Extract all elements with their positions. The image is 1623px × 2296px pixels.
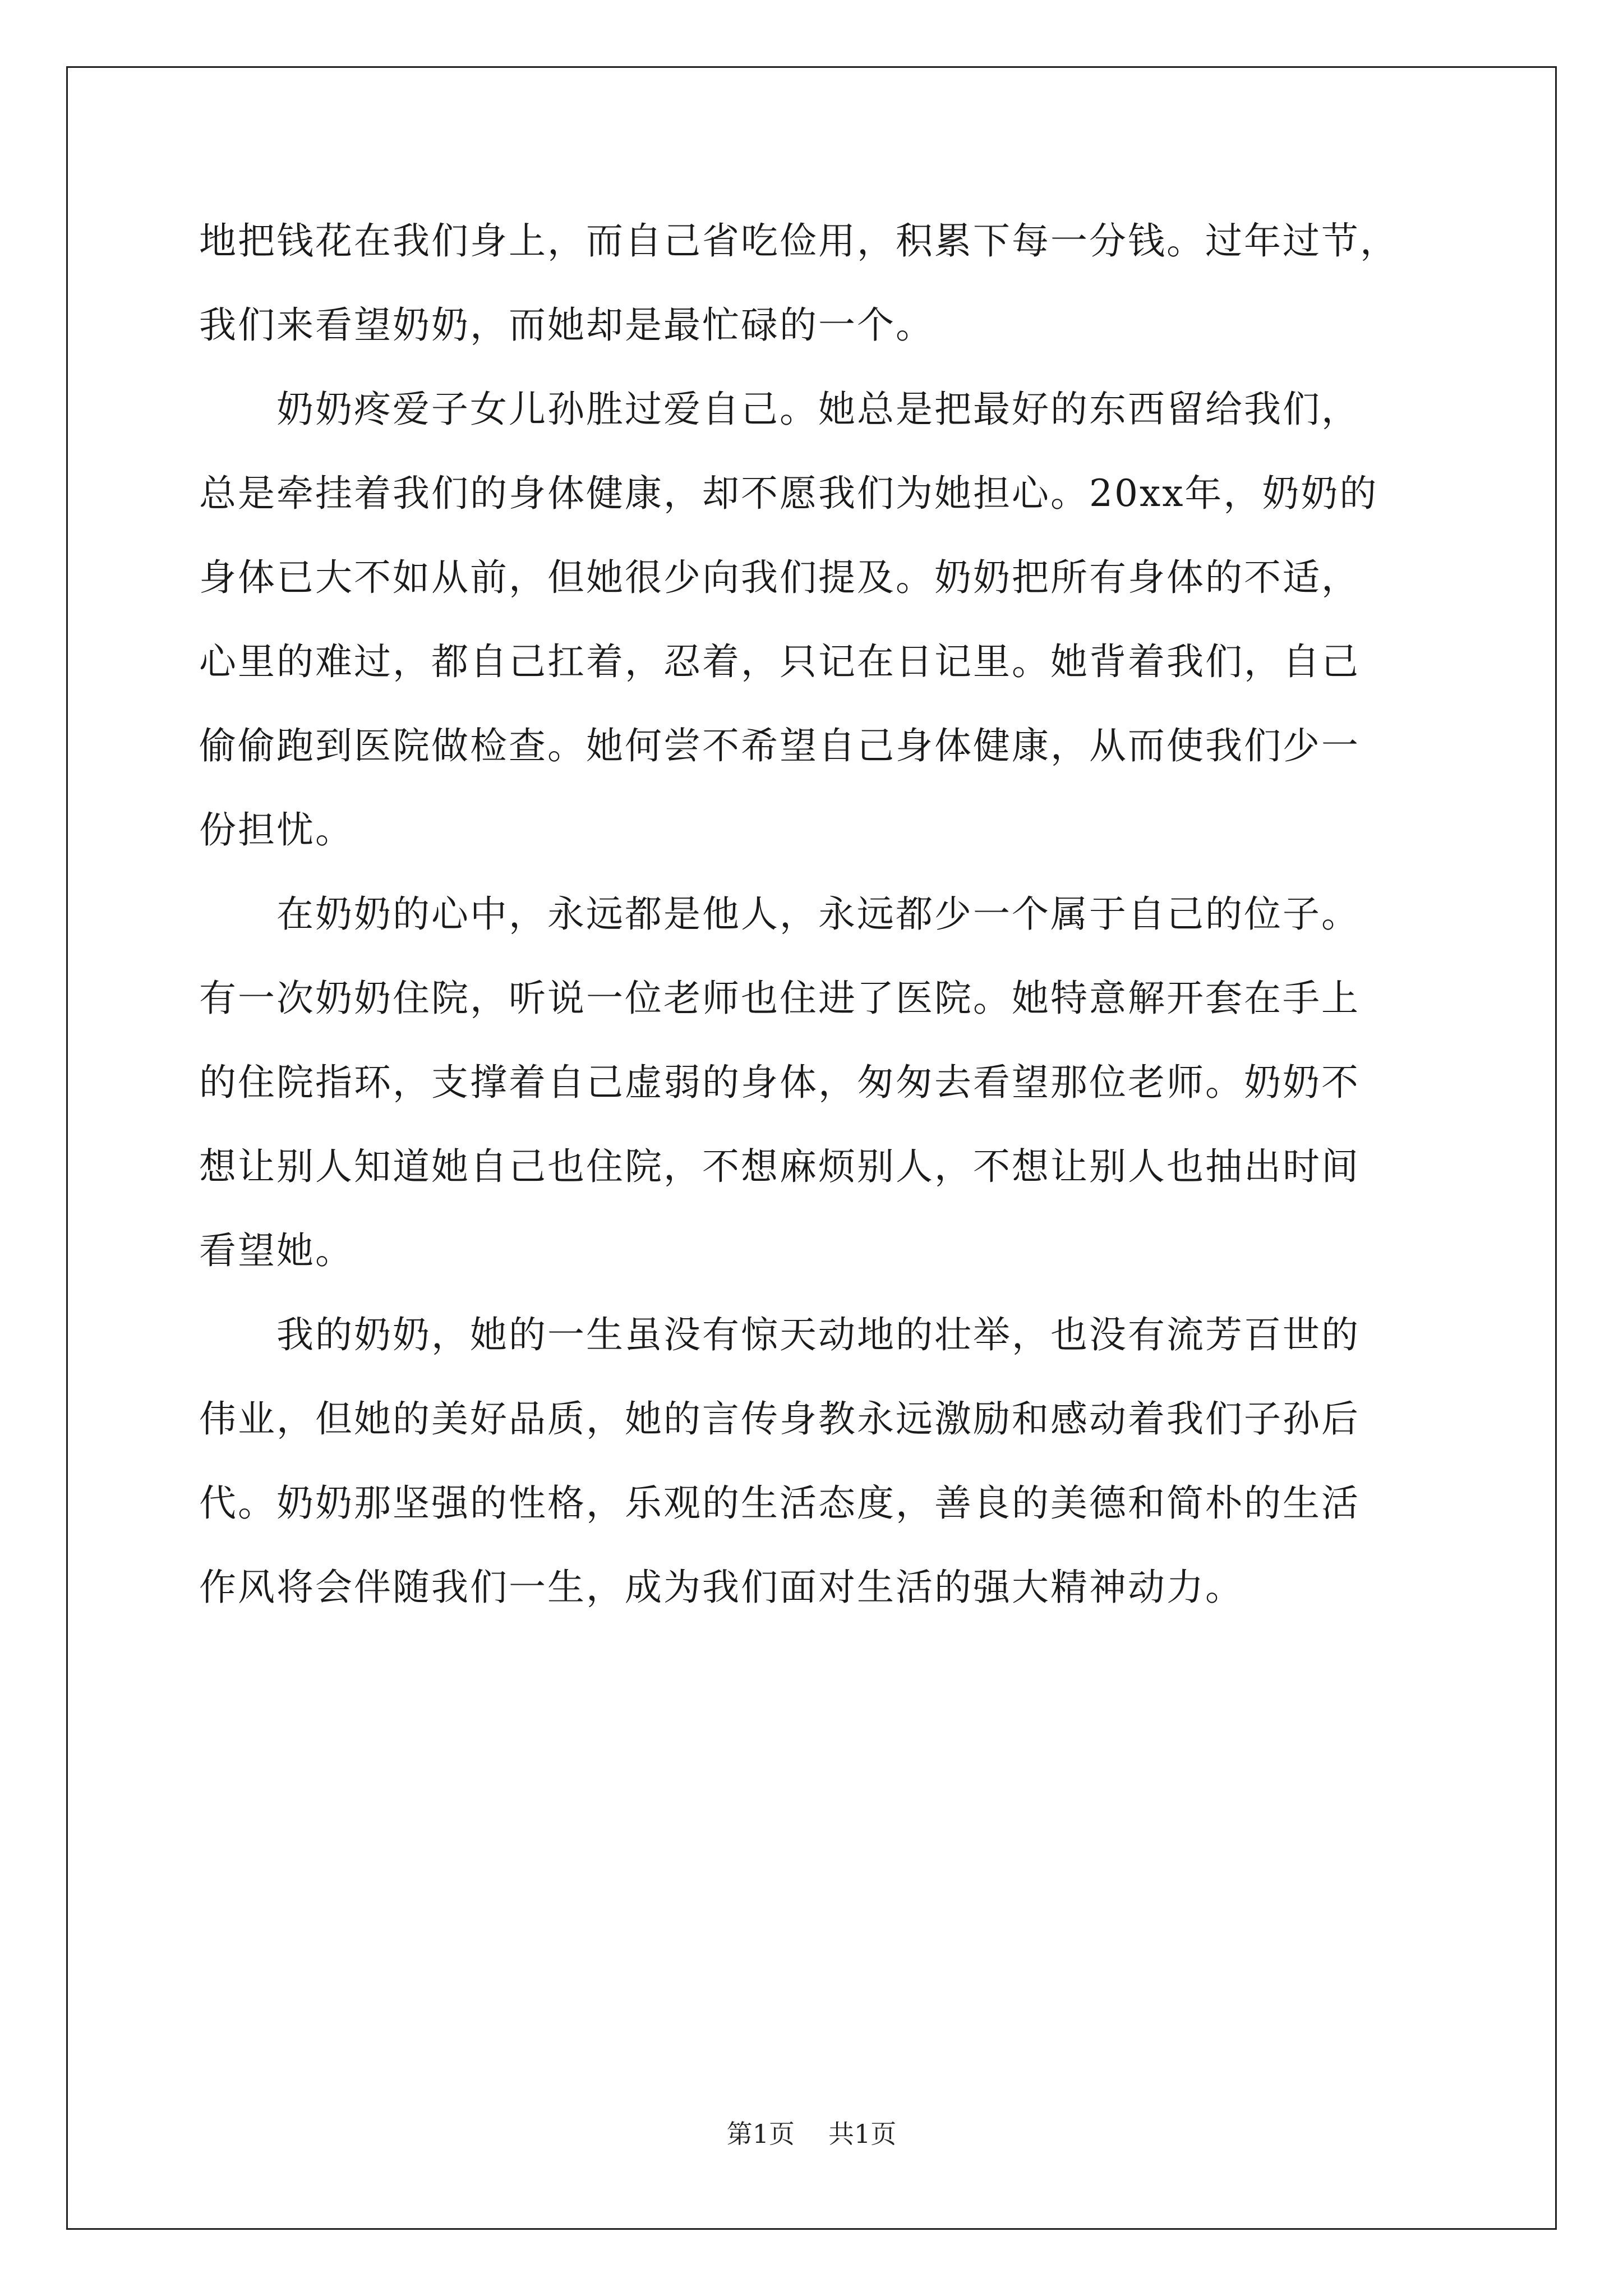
text-line: 的住院指环，支撑着自己虚弱的身体，匆匆去看望那位老师。奶奶不 (199, 1061, 1360, 1104)
text-line: 伟业，但她的美好品质，她的言传身教永远激励和感动着我们子孙后 (199, 1397, 1360, 1441)
text-line: 偷偷跑到医院做检查。她何尝不希望自己身体健康，从而使我们少一 (199, 724, 1360, 767)
paragraph-start-line: 我的奶奶，她的一生虽没有惊天动地的壮举，也没有流芳百世的 (276, 1313, 1360, 1356)
text-line: 份担忧。 (199, 808, 354, 852)
text-line: 想让别人知道她自己也住院，不想麻烦别人，不想让别人也抽出时间 (199, 1145, 1360, 1188)
text-line: 看望她。 (199, 1229, 354, 1272)
text-line: 代。奶奶那坚强的性格，乐观的生活态度，善良的美德和简朴的生活 (199, 1481, 1360, 1525)
text-line: 总是牵挂着我们的身体健康，却不愿我们为她担心。20xx年，奶奶的 (199, 472, 1378, 515)
text-line: 作风将会伴随我们一生，成为我们面对生活的强大精神动力。 (199, 1566, 1244, 1609)
total-pages: 共1页 (828, 2119, 897, 2149)
text-line: 心里的难过，都自己扛着，忍着，只记在日记里。她背着我们，自己 (199, 640, 1360, 683)
text-line: 我们来看望奶奶，而她却是最忙碌的一个。 (199, 303, 934, 347)
text-line: 身体已大不如从前，但她很少向我们提及。奶奶把所有身体的不适， (199, 556, 1360, 599)
page-footer (0, 2117, 1623, 2151)
paragraph-start-line: 在奶奶的心中，永远都是他人，永远都少一个属于自己的位子。 (276, 892, 1360, 936)
current-page-number: 第1页 (726, 2119, 795, 2149)
text-line: 地把钱花在我们身上，而自己省吃俭用，积累下每一分钱。过年过节， (199, 219, 1399, 263)
paragraph-start-line: 奶奶疼爱子女儿孙胜过爱自己。她总是把最好的东西留给我们， (276, 388, 1360, 431)
text-line: 有一次奶奶住院，听说一位老师也住进了医院。她特意解开套在手上 (199, 977, 1360, 1020)
document-body (199, 199, 1467, 1630)
